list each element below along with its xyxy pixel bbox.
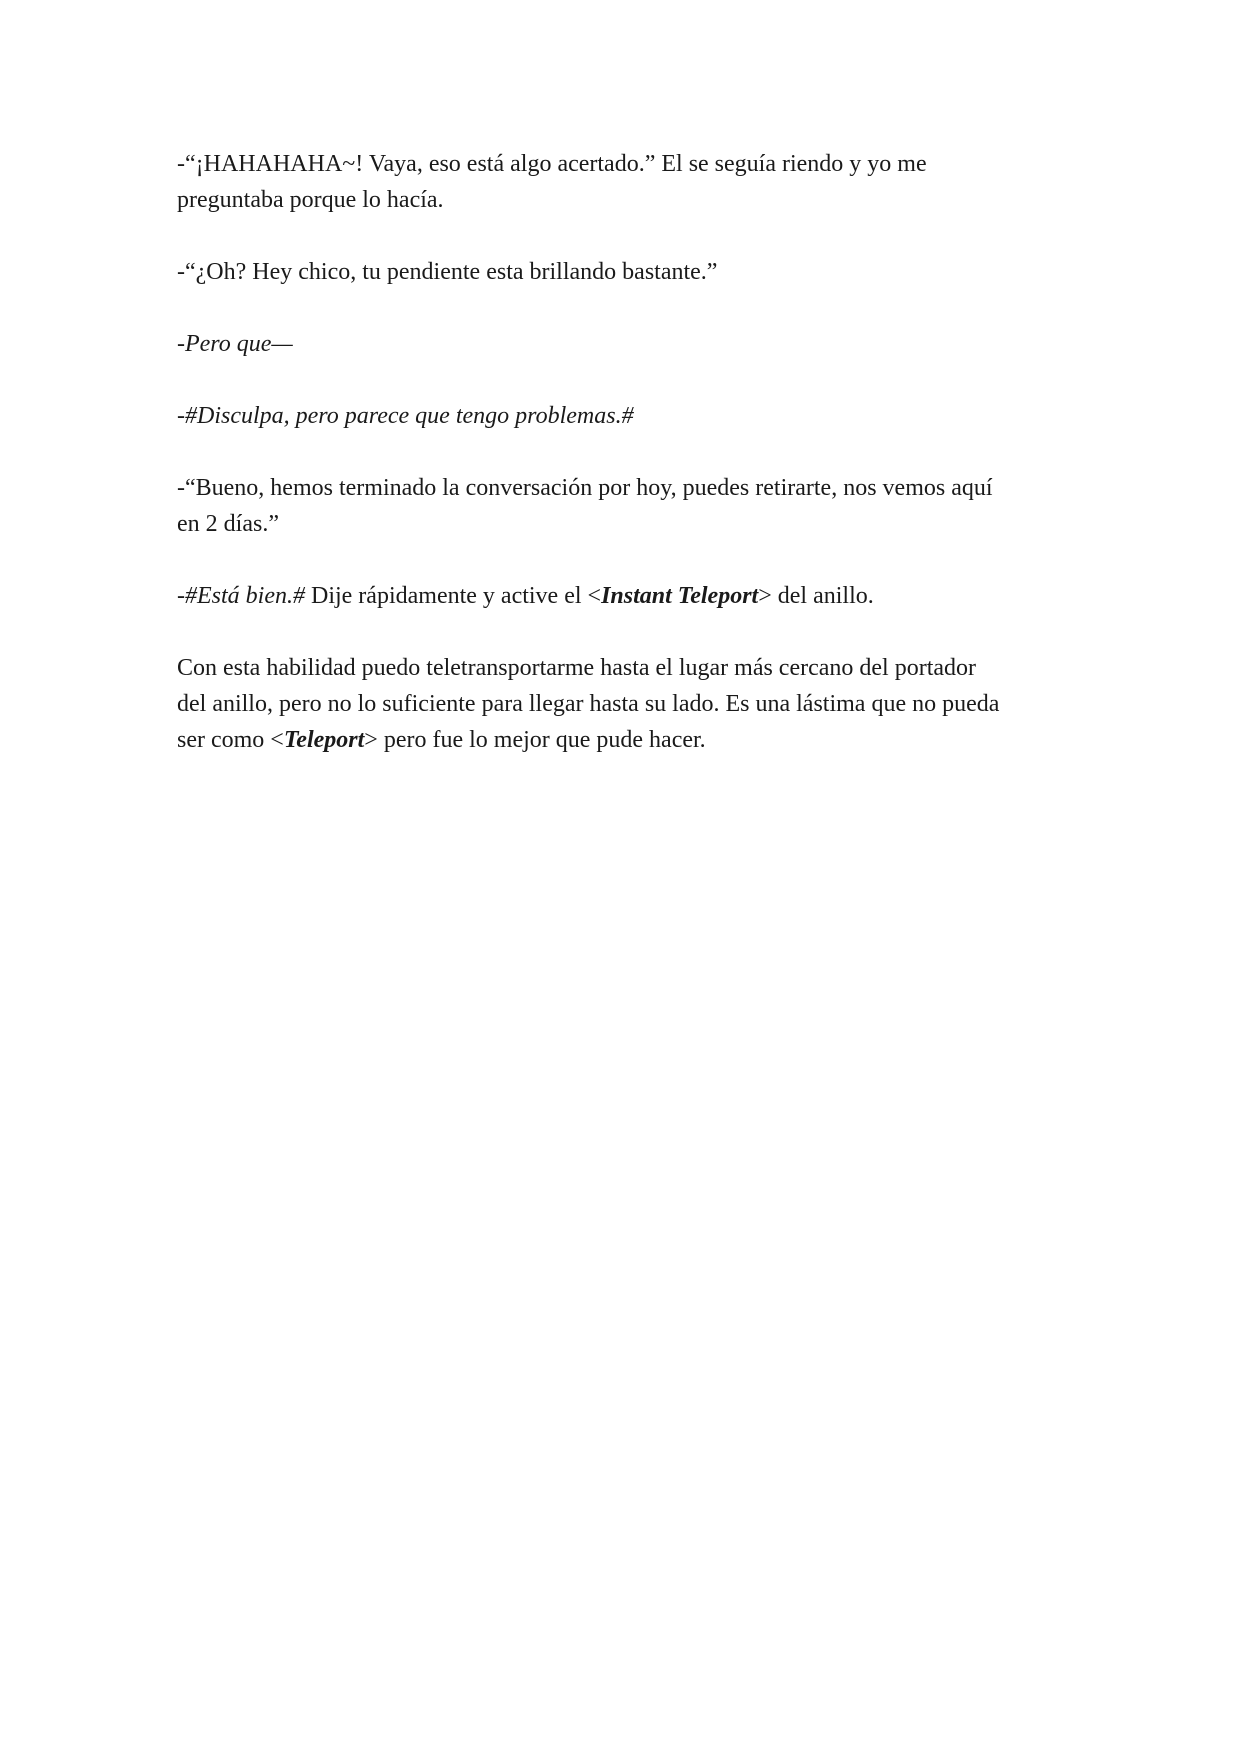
text-line: -#Disculpa, pero parece que tengo problemas.#	[177, 403, 634, 429]
text-line: -“¿Oh? Hey chico, tu pendiente esta brillando bastante.”	[177, 259, 718, 285]
plain-text: > del anillo.	[758, 583, 874, 609]
plain-text: ser como <	[177, 727, 284, 753]
text-line: -Pero que—	[177, 331, 293, 357]
text-line: -“¡HAHAHAHA~! Vaya, eso está algo acertado.” El se seguía riendo y yo me	[177, 151, 927, 177]
paragraph-2	[177, 254, 1057, 290]
document-body	[177, 146, 1057, 794]
plain-text: > pero fue lo mejor que pude hacer.	[364, 727, 706, 753]
plain-text: Dije rápidamente y active el <	[304, 583, 602, 609]
text-line: Con esta habilidad puedo teletransportarme hasta el lugar más cercano del portador	[177, 655, 977, 681]
paragraph-6	[177, 578, 1057, 614]
paragraph-1	[177, 146, 1057, 218]
paragraph-7	[177, 650, 1057, 758]
text-line: del anillo, pero no lo suficiente para llegar hasta su lado. Es una lástima que no pueda	[177, 691, 1000, 717]
text-line	[177, 722, 1057, 758]
skill-name: Instant Teleport	[601, 583, 759, 609]
paragraph-5	[177, 470, 1057, 542]
paragraph-3	[177, 326, 1057, 362]
text-line: en 2 días.”	[177, 511, 279, 537]
text-line: -“Bueno, hemos terminado la conversación por hoy, puedes retirarte, nos vemos aquí	[177, 475, 993, 501]
text-line	[177, 578, 1057, 614]
italic-dialogue: -#Está bien.#	[177, 583, 305, 609]
skill-name: Teleport	[283, 727, 365, 753]
text-line: preguntaba porque lo hacía.	[177, 187, 444, 213]
paragraph-4	[177, 398, 1057, 434]
